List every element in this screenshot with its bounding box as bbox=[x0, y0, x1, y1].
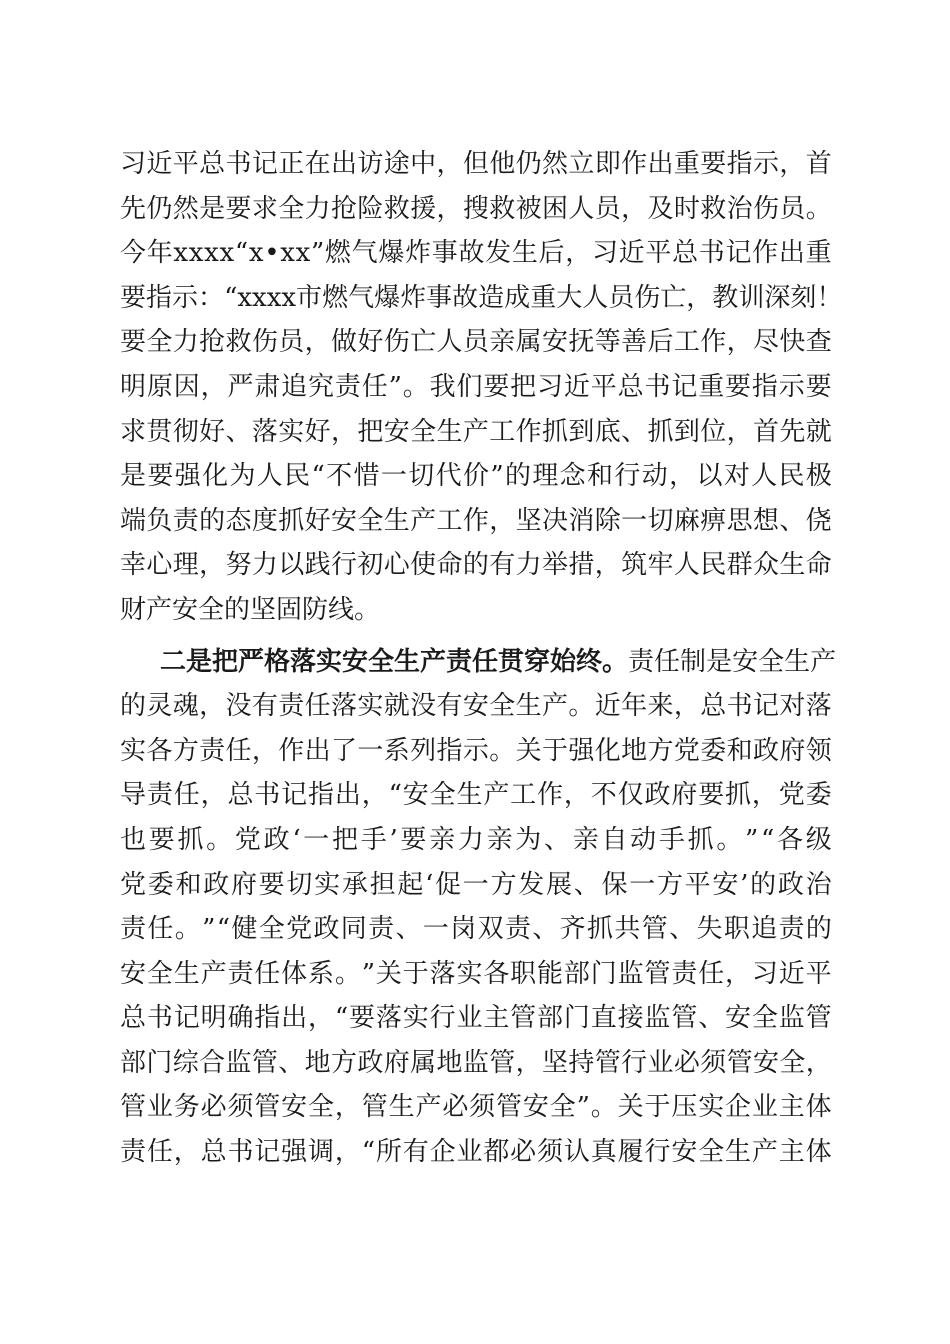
text-line: 要 全 力 抢 救 伤 员 ， 做 好 伤 亡 人 员 亲 属 安 抚 等 善 后 工 作 ， 尽 快 查 bbox=[120, 327, 832, 358]
text-line: 总 书 记 明 确 指 出 ， “ 要 落 实 行 业 主 管 部 门 直 接 监 管 、 安 全 监 管 bbox=[120, 1003, 832, 1034]
text-line: 实 各 方 责 任 ， 作 出 了 一 系 列 指 示 。 关 于 强 化 地 方 党 委 和 政 府 领 bbox=[120, 735, 832, 766]
text-line: 是 要 强 化 为 人 民 “ 不 惜 一 切 代 价 ” 的 理 念 和 行 动 ， 以 对 人 民 极 bbox=[120, 461, 832, 492]
text-line: 责 任 。 ” “ 健 全 党 政 同 责 、 一 岗 双 责 、 齐 抓 共 管 、 失 职 追 责 的 bbox=[120, 914, 832, 945]
text-line: 也 要 抓 。 党 政 ‘ 一 把 手 ’ 要 亲 力 亲 为 、 亲 自 动 手 抓 。 ” “ 各 级 bbox=[120, 824, 832, 855]
section-heading: 二是把严格落实安全生产责任贯穿始终。 bbox=[160, 646, 629, 677]
paragraph-1 bbox=[120, 142, 843, 633]
paragraph-2 bbox=[120, 640, 837, 1175]
text-line: 党 委 和 政 府 要 切 实 承 担 起 ‘ 促 一 方 发 展 、 保 一 方 平 安 ’ 的 政 治 bbox=[120, 869, 832, 900]
text-line: 要 指 示 ： “ x x x x 市 燃 气 爆 炸 事 故 造 成 重 大 人 员 伤 亡 ， 教 训 深 刻 ！ bbox=[120, 282, 843, 313]
text-line: 端 负 责 的 态 度 抓 好 安 全 生 产 工 作 ， 坚 决 消 除 一 切 麻 痹 思 想 、 侥 bbox=[120, 505, 832, 536]
text-line: 求 贯 彻 好 、 落 实 好 ， 把 安 全 生 产 工 作 抓 到 底 、 抓 到 位 ， 首 先 就 bbox=[120, 416, 832, 447]
text-line: 的 灵 魂 ， 没 有 责 任 落 实 就 没 有 安 全 生 产 。 近 年 来 ， 总 书 记 对 落 bbox=[120, 691, 832, 722]
paragraph-2-first-line-text: 责 任 制 是 安 全 生 产 bbox=[628, 646, 837, 677]
paragraph-2-first-line bbox=[120, 640, 837, 685]
text-line: 导 责 任 ， 总 书 记 指 出 ， “ 安 全 生 产 工 作 ， 不 仅 政 府 要 抓 ， 党 委 bbox=[120, 780, 832, 811]
text-line: 责 任 ， 总 书 记 强 调 ， “ 所 有 企 业 都 必 须 认 真 履 行 安 全 生 产 主 体 bbox=[120, 1137, 832, 1168]
text-line: 财产安全的坚固防线。 bbox=[120, 594, 381, 625]
text-line: 先 仍 然 是 要 求 全 力 抢 险 救 援 ， 搜 救 被 困 人 员 ， 及 时 救 治 伤 员 。 bbox=[120, 193, 832, 224]
text-line: 明 原 因 ， 严 肃 追 究 责 任 ” 。 我 们 要 把 习 近 平 总 书 记 重 要 指 示 要 bbox=[120, 371, 832, 402]
text-line: 幸 心 理 ， 努 力 以 践 行 初 心 使 命 的 有 力 举 措 ， 筑 牢 人 民 群 众 生 命 bbox=[120, 550, 832, 581]
text-line: 安 全 生 产 责 任 体 系 。 ” 关 于 落 实 各 职 能 部 门 监 管 责 任 ， 习 近 平 bbox=[120, 958, 832, 989]
text-line: 习 近 平 总 书 记 正 在 出 访 途 中 ， 但 他 仍 然 立 即 作 出 重 要 指 示 ， 首 bbox=[120, 149, 832, 179]
text-line: 部 门 综 合 监 管 、 地 方 政 府 属 地 监 管 ， 坚 持 管 行 业 必 须 管 安 全 ， bbox=[120, 1047, 832, 1078]
text-line: 管 业 务 必 须 管 安 全 ， 管 生 产 必 须 管 安 全 ” 。 关 于 压 实 企 业 主 体 bbox=[120, 1092, 832, 1123]
document-body bbox=[120, 142, 843, 1175]
text-line: 今 年 x x x x “ x • x x ” 燃 气 爆 炸 事 故 发 生 后 ， 习 近 平 总 书 记 作 出 重 bbox=[120, 238, 832, 269]
